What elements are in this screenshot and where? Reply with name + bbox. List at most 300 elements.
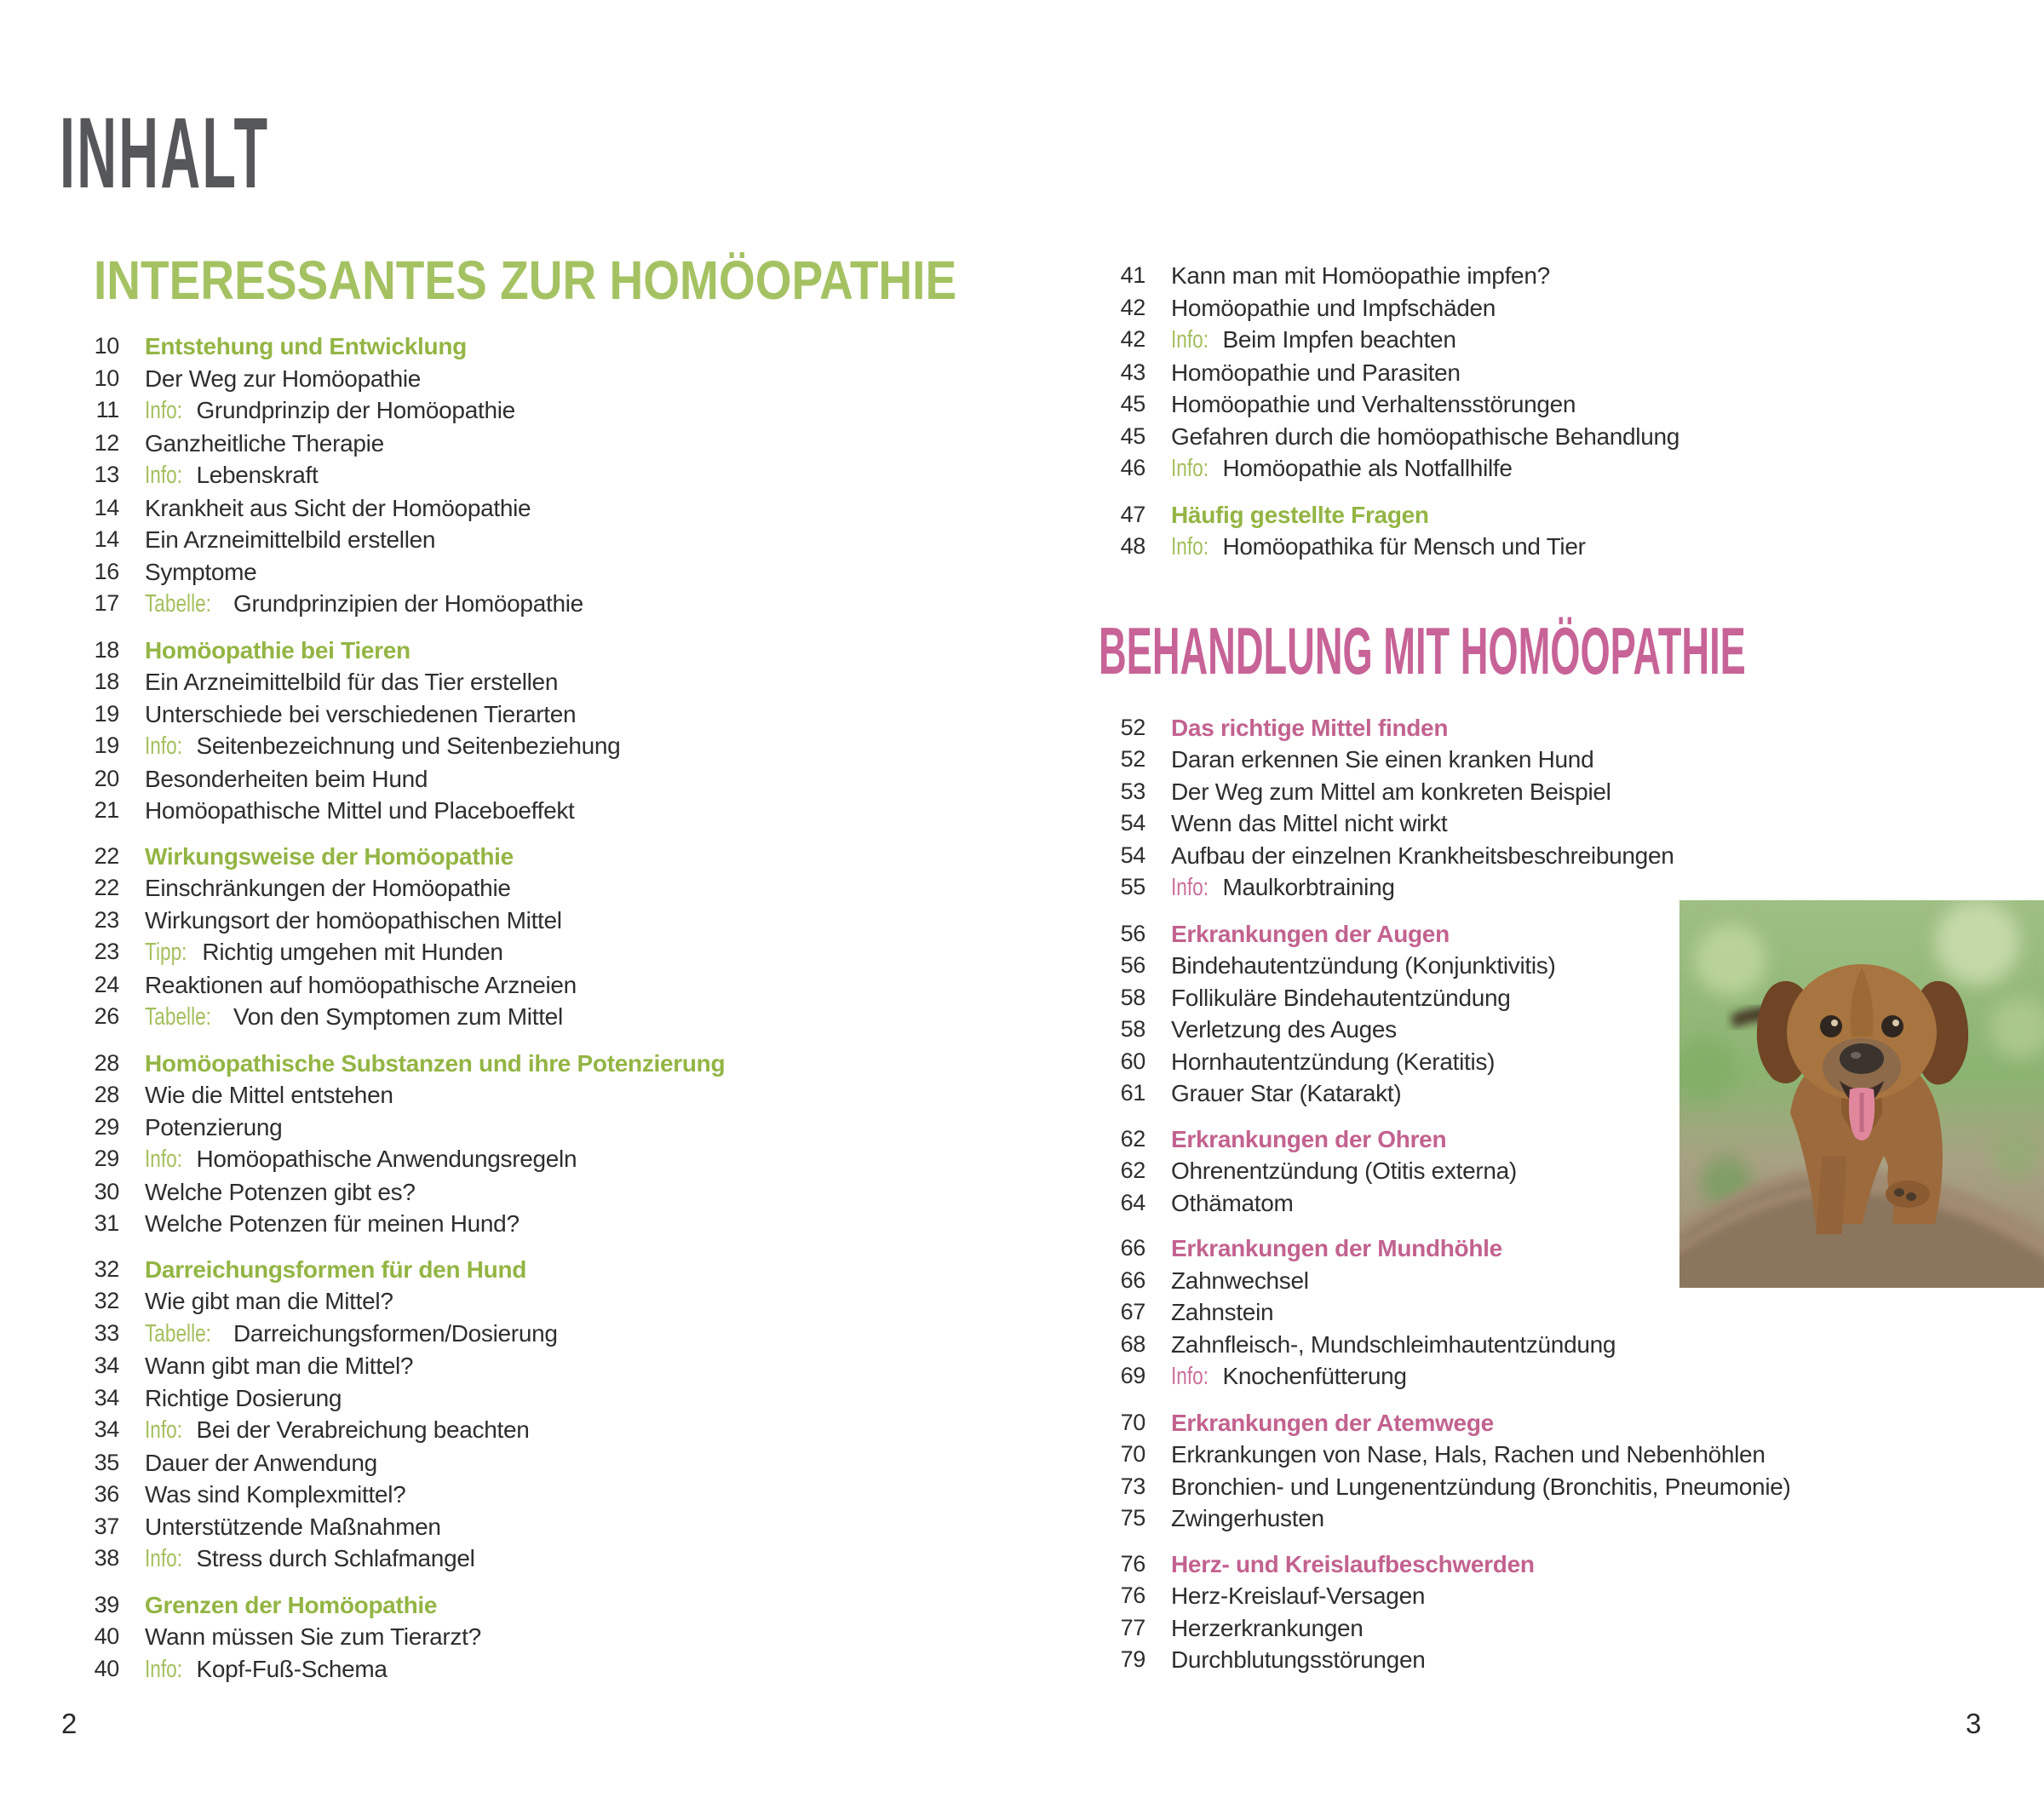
toc-page-number: 35 bbox=[94, 1449, 119, 1475]
toc-row bbox=[26, 872, 1039, 905]
toc-entry-text: Stress durch Schlafmangel bbox=[196, 1545, 475, 1571]
toc-page-number: 26 bbox=[94, 1003, 119, 1029]
toc-entry bbox=[145, 730, 620, 763]
toc-row bbox=[26, 1285, 1039, 1318]
toc-page-number: 30 bbox=[94, 1178, 119, 1204]
toc-row bbox=[26, 394, 1039, 428]
toc-label: Info: bbox=[145, 397, 183, 424]
toc-entry-text: Othämatom bbox=[1171, 1189, 1294, 1216]
toc-entry bbox=[1171, 1644, 1426, 1676]
toc-page-number: 24 bbox=[94, 971, 119, 997]
toc-row bbox=[26, 1048, 1039, 1080]
toc-page-number: 43 bbox=[1120, 359, 1145, 385]
toc-row bbox=[26, 1176, 1039, 1209]
toc-entry-text: Durchblutungsstörungen bbox=[1171, 1646, 1426, 1673]
toc-row bbox=[26, 1447, 1039, 1479]
toc-entry-text: Darreichungsformen/Dosierung bbox=[233, 1319, 558, 1347]
toc-entry bbox=[145, 330, 467, 363]
toc-page-number: 55 bbox=[1120, 874, 1145, 899]
toc-label: Info: bbox=[145, 1146, 183, 1173]
toc-entry-text: Wann gibt man die Mittel? bbox=[145, 1353, 414, 1379]
toc-row bbox=[26, 524, 1039, 556]
toc-entry bbox=[145, 666, 558, 698]
toc-row bbox=[26, 588, 1039, 621]
toc-row bbox=[1052, 1296, 2044, 1329]
toc-entry bbox=[1171, 499, 1429, 531]
toc-page-number: 29 bbox=[94, 1113, 119, 1140]
toc-entry bbox=[1171, 982, 1511, 1014]
toc-page-number: 18 bbox=[94, 669, 119, 694]
toc-page-number: 40 bbox=[94, 1623, 119, 1649]
toc-row bbox=[26, 1112, 1039, 1144]
toc-row bbox=[1052, 1502, 2044, 1535]
toc-row bbox=[26, 795, 1039, 827]
toc-page-number: 13 bbox=[94, 462, 119, 487]
toc-entry-text: Reaktionen auf homöopathische Arzneien bbox=[145, 971, 577, 998]
toc-entry-text: Wie die Mittel entstehen bbox=[145, 1082, 393, 1108]
toc-entry bbox=[145, 1447, 377, 1479]
toc-entry-text: Homöopathika für Mensch und Tier bbox=[1222, 533, 1586, 560]
toc-label: Info: bbox=[145, 732, 183, 760]
toc-entry-text: Unterschiede bei verschiedenen Tierarten bbox=[145, 700, 577, 727]
toc-entry-text: Aufbau der einzelnen Krankheitsbeschreibungen bbox=[1171, 842, 1674, 869]
toc-label: Info: bbox=[145, 1545, 183, 1572]
toc-entry-text: Symptome bbox=[145, 558, 257, 585]
toc-row bbox=[1052, 871, 2044, 905]
toc-page-number: 22 bbox=[94, 842, 119, 869]
toc-page-number: 70 bbox=[1120, 1409, 1145, 1435]
section-heading-interessantes: INTERESSANTES ZUR HOMÖOPATHIE bbox=[94, 250, 957, 311]
toc-page-number: 61 bbox=[1120, 1080, 1145, 1106]
toc-entry bbox=[1171, 1046, 1495, 1078]
toc-entry bbox=[1171, 324, 1456, 357]
toc-entry-text: Kann man mit Homöopathie impfen? bbox=[1171, 262, 1550, 289]
toc-entry-text: Homöopathie und Impfschäden bbox=[1171, 294, 1496, 321]
toc-entry bbox=[145, 905, 562, 937]
toc-entry-text: Unterstützende Maßnahmen bbox=[145, 1513, 441, 1540]
toc-row bbox=[26, 1254, 1039, 1286]
section-heading-behandlung: BEHANDLUNG MIT HOMÖOPATHIE bbox=[1099, 612, 1746, 688]
toc-entry-text: Grundprinzipien der Homöopathie bbox=[233, 590, 583, 617]
toc-page-number: 33 bbox=[94, 1319, 119, 1346]
toc-page-number: 68 bbox=[1120, 1330, 1145, 1357]
toc-label: Info: bbox=[145, 1655, 183, 1683]
toc-entry-text: Maulkorbtraining bbox=[1222, 874, 1395, 900]
toc-page-number: 47 bbox=[1120, 501, 1145, 527]
toc-entry-text: Erkrankungen der Augen bbox=[1171, 920, 1450, 947]
toc-row bbox=[1052, 357, 2044, 389]
toc-entry bbox=[1171, 776, 1611, 808]
toc-row bbox=[1052, 421, 2044, 453]
toc-entry-text: Besonderheiten beim Hund bbox=[145, 765, 428, 792]
toc-entry bbox=[145, 1079, 393, 1112]
toc-row bbox=[26, 1001, 1039, 1034]
toc-entry bbox=[1171, 1439, 1766, 1471]
toc-page-number: 75 bbox=[1120, 1505, 1145, 1531]
toc-entry-text: Seitenbezeichnung und Seitenbeziehung bbox=[196, 732, 621, 759]
toc-page-number: 56 bbox=[1120, 952, 1145, 978]
toc-page-number: 42 bbox=[1120, 326, 1145, 352]
toc-row bbox=[26, 1382, 1039, 1415]
toc-entry bbox=[145, 1350, 413, 1382]
toc-entry-text: Erkrankungen der Atemwege bbox=[1171, 1409, 1494, 1436]
toc-entry bbox=[145, 635, 411, 667]
toc-row bbox=[26, 1589, 1039, 1622]
toc-row bbox=[26, 1318, 1039, 1351]
toc-entry bbox=[1171, 1077, 1401, 1110]
toc-entry bbox=[1171, 1155, 1517, 1187]
toc-entry bbox=[145, 1176, 416, 1209]
toc-row bbox=[1052, 324, 2044, 357]
toc-entry bbox=[1171, 918, 1450, 951]
toc-entry-text: Das richtige Mittel finden bbox=[1171, 714, 1449, 741]
toc-label: Info: bbox=[1171, 455, 1209, 482]
toc-entry bbox=[145, 841, 514, 873]
toc-entry-text: Krankheit aus Sicht der Homöopathie bbox=[145, 494, 531, 521]
toc-page-number: 31 bbox=[94, 1210, 119, 1236]
toc-page-number: 76 bbox=[1120, 1583, 1145, 1608]
toc-entry bbox=[145, 363, 421, 395]
toc-entry-text: Wirkungsort der homöopathischen Mittel bbox=[145, 906, 562, 933]
toc-entry-text: Homöopathische Mittel und Placeboeffekt bbox=[145, 797, 575, 824]
toc-entry-text: Grauer Star (Katarakt) bbox=[1171, 1080, 1402, 1106]
toc-entry-text: Ganzheitliche Therapie bbox=[145, 429, 384, 457]
toc-row bbox=[1052, 499, 2044, 531]
toc-entry-text: Grenzen der Homöopathie bbox=[145, 1591, 438, 1618]
toc-row bbox=[26, 666, 1039, 698]
toc-label: Info: bbox=[145, 1416, 183, 1444]
toc-entry bbox=[1171, 1123, 1446, 1156]
toc-entry bbox=[1171, 840, 1674, 872]
toc-entry-text: Homöopathie und Verhaltensstörungen bbox=[1171, 391, 1576, 417]
footer-page-number-left: 2 bbox=[61, 1708, 78, 1739]
toc-page-number: 62 bbox=[1120, 1157, 1145, 1183]
toc-page-number: 79 bbox=[1120, 1646, 1145, 1672]
toc-page-number: 73 bbox=[1120, 1473, 1145, 1499]
toc-entry-text: Kopf-Fuß-Schema bbox=[196, 1655, 388, 1682]
toc-row bbox=[1052, 260, 2044, 292]
toc-entry bbox=[145, 588, 583, 621]
toc-entry bbox=[145, 1285, 393, 1318]
toc-entry bbox=[1171, 1296, 1273, 1329]
toc-label: Tipp: bbox=[145, 939, 187, 966]
toc-entry-text: Der Weg zur Homöopathie bbox=[145, 365, 422, 392]
toc-entry-text: Ohrenentzündung (Otitis externa) bbox=[1171, 1157, 1517, 1184]
toc-entry-text: Follikuläre Bindehautentzündung bbox=[1171, 984, 1511, 1011]
toc-row bbox=[26, 936, 1039, 969]
toc-entry bbox=[1171, 1612, 1364, 1645]
toc-entry-text: Einschränkungen der Homöopathie bbox=[145, 875, 511, 901]
toc-entry-text: Häufig gestellte Fragen bbox=[1171, 501, 1429, 528]
toc-left-column bbox=[26, 252, 1039, 1686]
toc-page-number: 58 bbox=[1120, 984, 1145, 1010]
toc-entry bbox=[145, 1048, 725, 1080]
toc-entry-text: Welche Potenzen für meinen Hund? bbox=[145, 1210, 520, 1237]
toc-entry bbox=[145, 936, 503, 969]
toc-page-number: 54 bbox=[1120, 810, 1145, 836]
toc-row bbox=[1052, 1407, 2044, 1439]
toc-page-number: 34 bbox=[94, 1384, 119, 1410]
toc-page-number: 16 bbox=[94, 558, 119, 584]
toc-entry-text: Erkrankungen der Mundhöhle bbox=[1171, 1235, 1502, 1261]
toc-page-number: 20 bbox=[94, 765, 119, 791]
toc-page-number: 10 bbox=[94, 365, 119, 391]
toc-label: Info: bbox=[145, 462, 183, 489]
toc-entry bbox=[145, 969, 577, 1002]
toc-row bbox=[26, 330, 1039, 363]
toc-row bbox=[1052, 776, 2044, 808]
toc-row bbox=[26, 905, 1039, 937]
toc-entry bbox=[1171, 388, 1576, 421]
toc-entry bbox=[1171, 1407, 1494, 1439]
toc-row bbox=[26, 969, 1039, 1002]
toc-entry bbox=[1171, 357, 1461, 389]
toc-entry-text: Zahnfleisch-, Mundschleimhautentzündung bbox=[1171, 1330, 1616, 1358]
toc-page-number: 40 bbox=[94, 1655, 119, 1681]
toc-row bbox=[1052, 1439, 2044, 1471]
dog-photo bbox=[1679, 900, 2044, 1288]
toc-entry-text: Gefahren durch die homöopathische Behandlung bbox=[1171, 422, 1680, 450]
toc-page-number: 36 bbox=[94, 1481, 119, 1507]
toc-page-number: 23 bbox=[94, 906, 119, 933]
toc-entry-text: Darreichungsformen für den Hund bbox=[145, 1255, 527, 1283]
toc-page-number: 53 bbox=[1120, 778, 1145, 804]
toc-entry-text: Bindehautentzündung (Konjunktivitis) bbox=[1171, 952, 1556, 979]
toc-entry bbox=[145, 428, 384, 460]
toc-entry bbox=[145, 872, 511, 905]
toc-entry bbox=[1171, 1014, 1397, 1046]
toc-page-number: 10 bbox=[94, 333, 119, 359]
toc-page-number: 67 bbox=[1120, 1299, 1145, 1324]
toc-entry-text: Beim Impfen beachten bbox=[1222, 326, 1456, 353]
toc-row bbox=[26, 428, 1039, 460]
toc-page-number: 66 bbox=[1120, 1235, 1145, 1261]
toc-row bbox=[1052, 1548, 2044, 1581]
toc-entry bbox=[1171, 1329, 1616, 1361]
toc-row bbox=[26, 556, 1039, 589]
toc-label: Tabelle: bbox=[145, 1319, 211, 1347]
toc-entry bbox=[145, 1208, 520, 1240]
toc-page-number: 54 bbox=[1120, 842, 1145, 868]
toc-row bbox=[1052, 807, 2044, 840]
toc-row bbox=[1052, 1329, 2044, 1361]
toc-entry bbox=[1171, 1187, 1294, 1220]
toc-entry bbox=[145, 795, 575, 827]
toc-entry-text: Verletzung des Auges bbox=[1171, 1016, 1397, 1043]
toc-row bbox=[26, 1542, 1039, 1576]
toc-entry bbox=[1171, 712, 1448, 744]
toc-row bbox=[26, 1079, 1039, 1112]
toc-page-number: 14 bbox=[94, 526, 119, 552]
toc-entry bbox=[145, 1001, 563, 1034]
toc-page-number: 69 bbox=[1120, 1363, 1145, 1388]
toc-entry-text: Lebenskraft bbox=[196, 462, 319, 488]
toc-row bbox=[26, 1621, 1039, 1653]
toc-entry-text: Potenzierung bbox=[145, 1113, 283, 1140]
toc-entry-text: Herz- und Kreislaufbeschwerden bbox=[1171, 1550, 1535, 1577]
toc-page-number: 52 bbox=[1120, 746, 1145, 772]
toc-entry-text: Ein Arzneimittelbild erstellen bbox=[145, 526, 436, 553]
toc-label: Info: bbox=[1171, 533, 1209, 560]
toc-entry bbox=[145, 1653, 388, 1686]
toc-row bbox=[26, 841, 1039, 873]
toc-page-number: 46 bbox=[1120, 455, 1145, 480]
toc-row bbox=[26, 1208, 1039, 1240]
toc-entry bbox=[1171, 871, 1395, 905]
toc-row bbox=[1052, 1644, 2044, 1676]
toc-entry bbox=[145, 394, 515, 428]
toc-row bbox=[1052, 1612, 2044, 1645]
toc-row bbox=[26, 1479, 1039, 1511]
toc-entry-text: Herzerkrankungen bbox=[1171, 1614, 1364, 1641]
toc-entry bbox=[1171, 1502, 1324, 1535]
toc-entry bbox=[145, 1621, 481, 1653]
toc-row bbox=[26, 1511, 1039, 1543]
toc-page-number: 32 bbox=[94, 1255, 119, 1282]
toc-row bbox=[1052, 1580, 2044, 1612]
toc-label: Tabelle: bbox=[145, 590, 211, 618]
toc-page-number: 64 bbox=[1120, 1189, 1145, 1215]
toc-row bbox=[1052, 452, 2044, 485]
toc-entry bbox=[145, 556, 256, 589]
toc-entry-text: Entstehung und Entwicklung bbox=[145, 333, 467, 359]
toc-page-number: 11 bbox=[95, 397, 119, 422]
toc-entry-text: Wenn das Mittel nicht wirkt bbox=[1171, 810, 1448, 836]
toc-entry-text: Knochenfütterung bbox=[1222, 1363, 1407, 1389]
toc-entry-text: Von den Symptomen zum Mittel bbox=[233, 1003, 563, 1030]
toc-page-number: 28 bbox=[94, 1082, 119, 1107]
toc-entry-text: Homöopathie und Parasiten bbox=[1171, 359, 1461, 386]
toc-page-number: 21 bbox=[94, 797, 119, 823]
toc-page-number: 56 bbox=[1120, 920, 1145, 946]
toc-entry-text: Richtige Dosierung bbox=[145, 1384, 342, 1411]
toc-entry-text: Zwingerhusten bbox=[1171, 1505, 1324, 1531]
toc-page-number: 12 bbox=[94, 429, 119, 456]
toc-entry-text: Homöopathische Anwendungsregeln bbox=[196, 1146, 577, 1172]
toc-entry bbox=[145, 459, 318, 492]
toc-label: Tabelle: bbox=[145, 1003, 211, 1031]
toc-entry bbox=[1171, 1580, 1425, 1612]
toc-entry bbox=[145, 763, 428, 796]
page-title: INHALT bbox=[60, 97, 270, 210]
toc-entry bbox=[145, 1589, 437, 1622]
toc-entry-text: Hornhautentzündung (Keratitis) bbox=[1171, 1048, 1496, 1075]
toc-page-number: 45 bbox=[1120, 422, 1145, 449]
toc-entry bbox=[145, 1479, 405, 1511]
toc-row bbox=[1052, 292, 2044, 325]
toc-label: Info: bbox=[1171, 874, 1209, 901]
toc-row bbox=[1052, 1471, 2044, 1503]
toc-entry bbox=[145, 698, 576, 731]
toc-entry bbox=[145, 1511, 441, 1543]
toc-page-number: 23 bbox=[94, 939, 119, 964]
toc-page-number: 76 bbox=[1120, 1550, 1145, 1577]
toc-page-number: 39 bbox=[94, 1591, 119, 1617]
toc-entry-text: Dauer der Anwendung bbox=[145, 1449, 377, 1476]
toc-page-number: 58 bbox=[1120, 1016, 1145, 1042]
toc-entry-text: Wann müssen Sie zum Tierarzt? bbox=[145, 1623, 481, 1650]
toc-entry bbox=[1171, 452, 1513, 485]
toc-entry-text: Erkrankungen von Nase, Hals, Rachen und Nebenhöhlen bbox=[1171, 1441, 1766, 1468]
toc-page-number: 60 bbox=[1120, 1048, 1145, 1074]
toc-entry-text: Bronchien- und Lungenentzündung (Bronchitis, Pneumonie) bbox=[1171, 1473, 1791, 1500]
toc-entry bbox=[145, 524, 435, 556]
toc-row bbox=[1052, 1360, 2044, 1393]
toc-entry-text: Zahnwechsel bbox=[1171, 1267, 1309, 1294]
toc-entry bbox=[1171, 1471, 1791, 1503]
toc-row bbox=[1052, 840, 2044, 872]
toc-row bbox=[26, 363, 1039, 395]
toc-label: Info: bbox=[1171, 1363, 1209, 1390]
toc-entry-text: Wirkungsweise der Homöopathie bbox=[145, 842, 514, 870]
toc-page-number: 70 bbox=[1120, 1441, 1145, 1467]
toc-page-number: 28 bbox=[94, 1049, 119, 1076]
toc-page-number: 29 bbox=[94, 1146, 119, 1171]
toc-page-number: 19 bbox=[94, 732, 119, 758]
toc-entry-text: Herz-Kreislauf-Versagen bbox=[1171, 1583, 1426, 1609]
toc-row bbox=[26, 730, 1039, 763]
footer-page-number-right: 3 bbox=[1966, 1708, 1982, 1739]
toc-page-number: 34 bbox=[94, 1353, 119, 1378]
toc-page-number: 19 bbox=[94, 700, 119, 727]
toc-entry-text: Zahnstein bbox=[1171, 1299, 1274, 1325]
toc-row bbox=[26, 763, 1039, 796]
toc-entry bbox=[145, 1143, 577, 1176]
toc-row bbox=[26, 1350, 1039, 1382]
toc-page-number: 62 bbox=[1120, 1125, 1145, 1152]
toc-entry bbox=[1171, 1232, 1502, 1265]
toc-row bbox=[26, 1653, 1039, 1686]
toc-page-number: 45 bbox=[1120, 391, 1145, 416]
toc-entry bbox=[1171, 1548, 1535, 1581]
toc-page-number: 17 bbox=[94, 590, 119, 616]
toc-entry bbox=[145, 1542, 475, 1576]
toc-entry-text: Richtig umgehen mit Hunden bbox=[202, 939, 503, 965]
toc-page-number: 18 bbox=[94, 636, 119, 663]
toc-entry bbox=[1171, 292, 1496, 325]
toc-page-number: 38 bbox=[94, 1545, 119, 1571]
toc-entry bbox=[145, 492, 531, 525]
toc-row bbox=[26, 1414, 1039, 1447]
toc-entry-text: Grundprinzip der Homöopathie bbox=[196, 397, 515, 423]
toc-row bbox=[1052, 712, 2044, 744]
toc-entry-text: Was sind Komplexmittel? bbox=[145, 1481, 406, 1508]
toc-page-number: 77 bbox=[1120, 1614, 1145, 1640]
toc-page-number: 48 bbox=[1120, 533, 1145, 559]
toc-page-number: 34 bbox=[94, 1416, 119, 1442]
toc-row bbox=[26, 1143, 1039, 1176]
toc-entry-text: Ein Arzneimittelbild für das Tier erstellen bbox=[145, 669, 559, 695]
toc-page-number: 41 bbox=[1120, 262, 1145, 288]
toc-label: Info: bbox=[1171, 326, 1209, 353]
toc-entry-text: Wie gibt man die Mittel? bbox=[145, 1288, 393, 1314]
toc-entry bbox=[1171, 260, 1550, 292]
toc-entry bbox=[1171, 531, 1586, 564]
toc-entry-text: Welche Potenzen gibt es? bbox=[145, 1178, 416, 1205]
toc-entry-text: Der Weg zum Mittel am konkreten Beispiel bbox=[1171, 778, 1611, 805]
toc-page-number: 32 bbox=[94, 1288, 119, 1313]
toc-page-number: 52 bbox=[1120, 714, 1145, 740]
toc-page-number: 22 bbox=[94, 875, 119, 900]
toc-entry-text: Homöopathie bei Tieren bbox=[145, 636, 411, 663]
toc-row bbox=[1052, 744, 2044, 776]
toc-row bbox=[26, 459, 1039, 492]
toc-entry-text: Daran erkennen Sie einen kranken Hund bbox=[1171, 746, 1594, 773]
toc-page-number: 14 bbox=[94, 494, 119, 520]
toc-entry bbox=[1171, 1265, 1309, 1297]
toc-entry-text: Bei der Verabreichung beachten bbox=[196, 1416, 530, 1443]
toc-entry bbox=[1171, 807, 1447, 840]
